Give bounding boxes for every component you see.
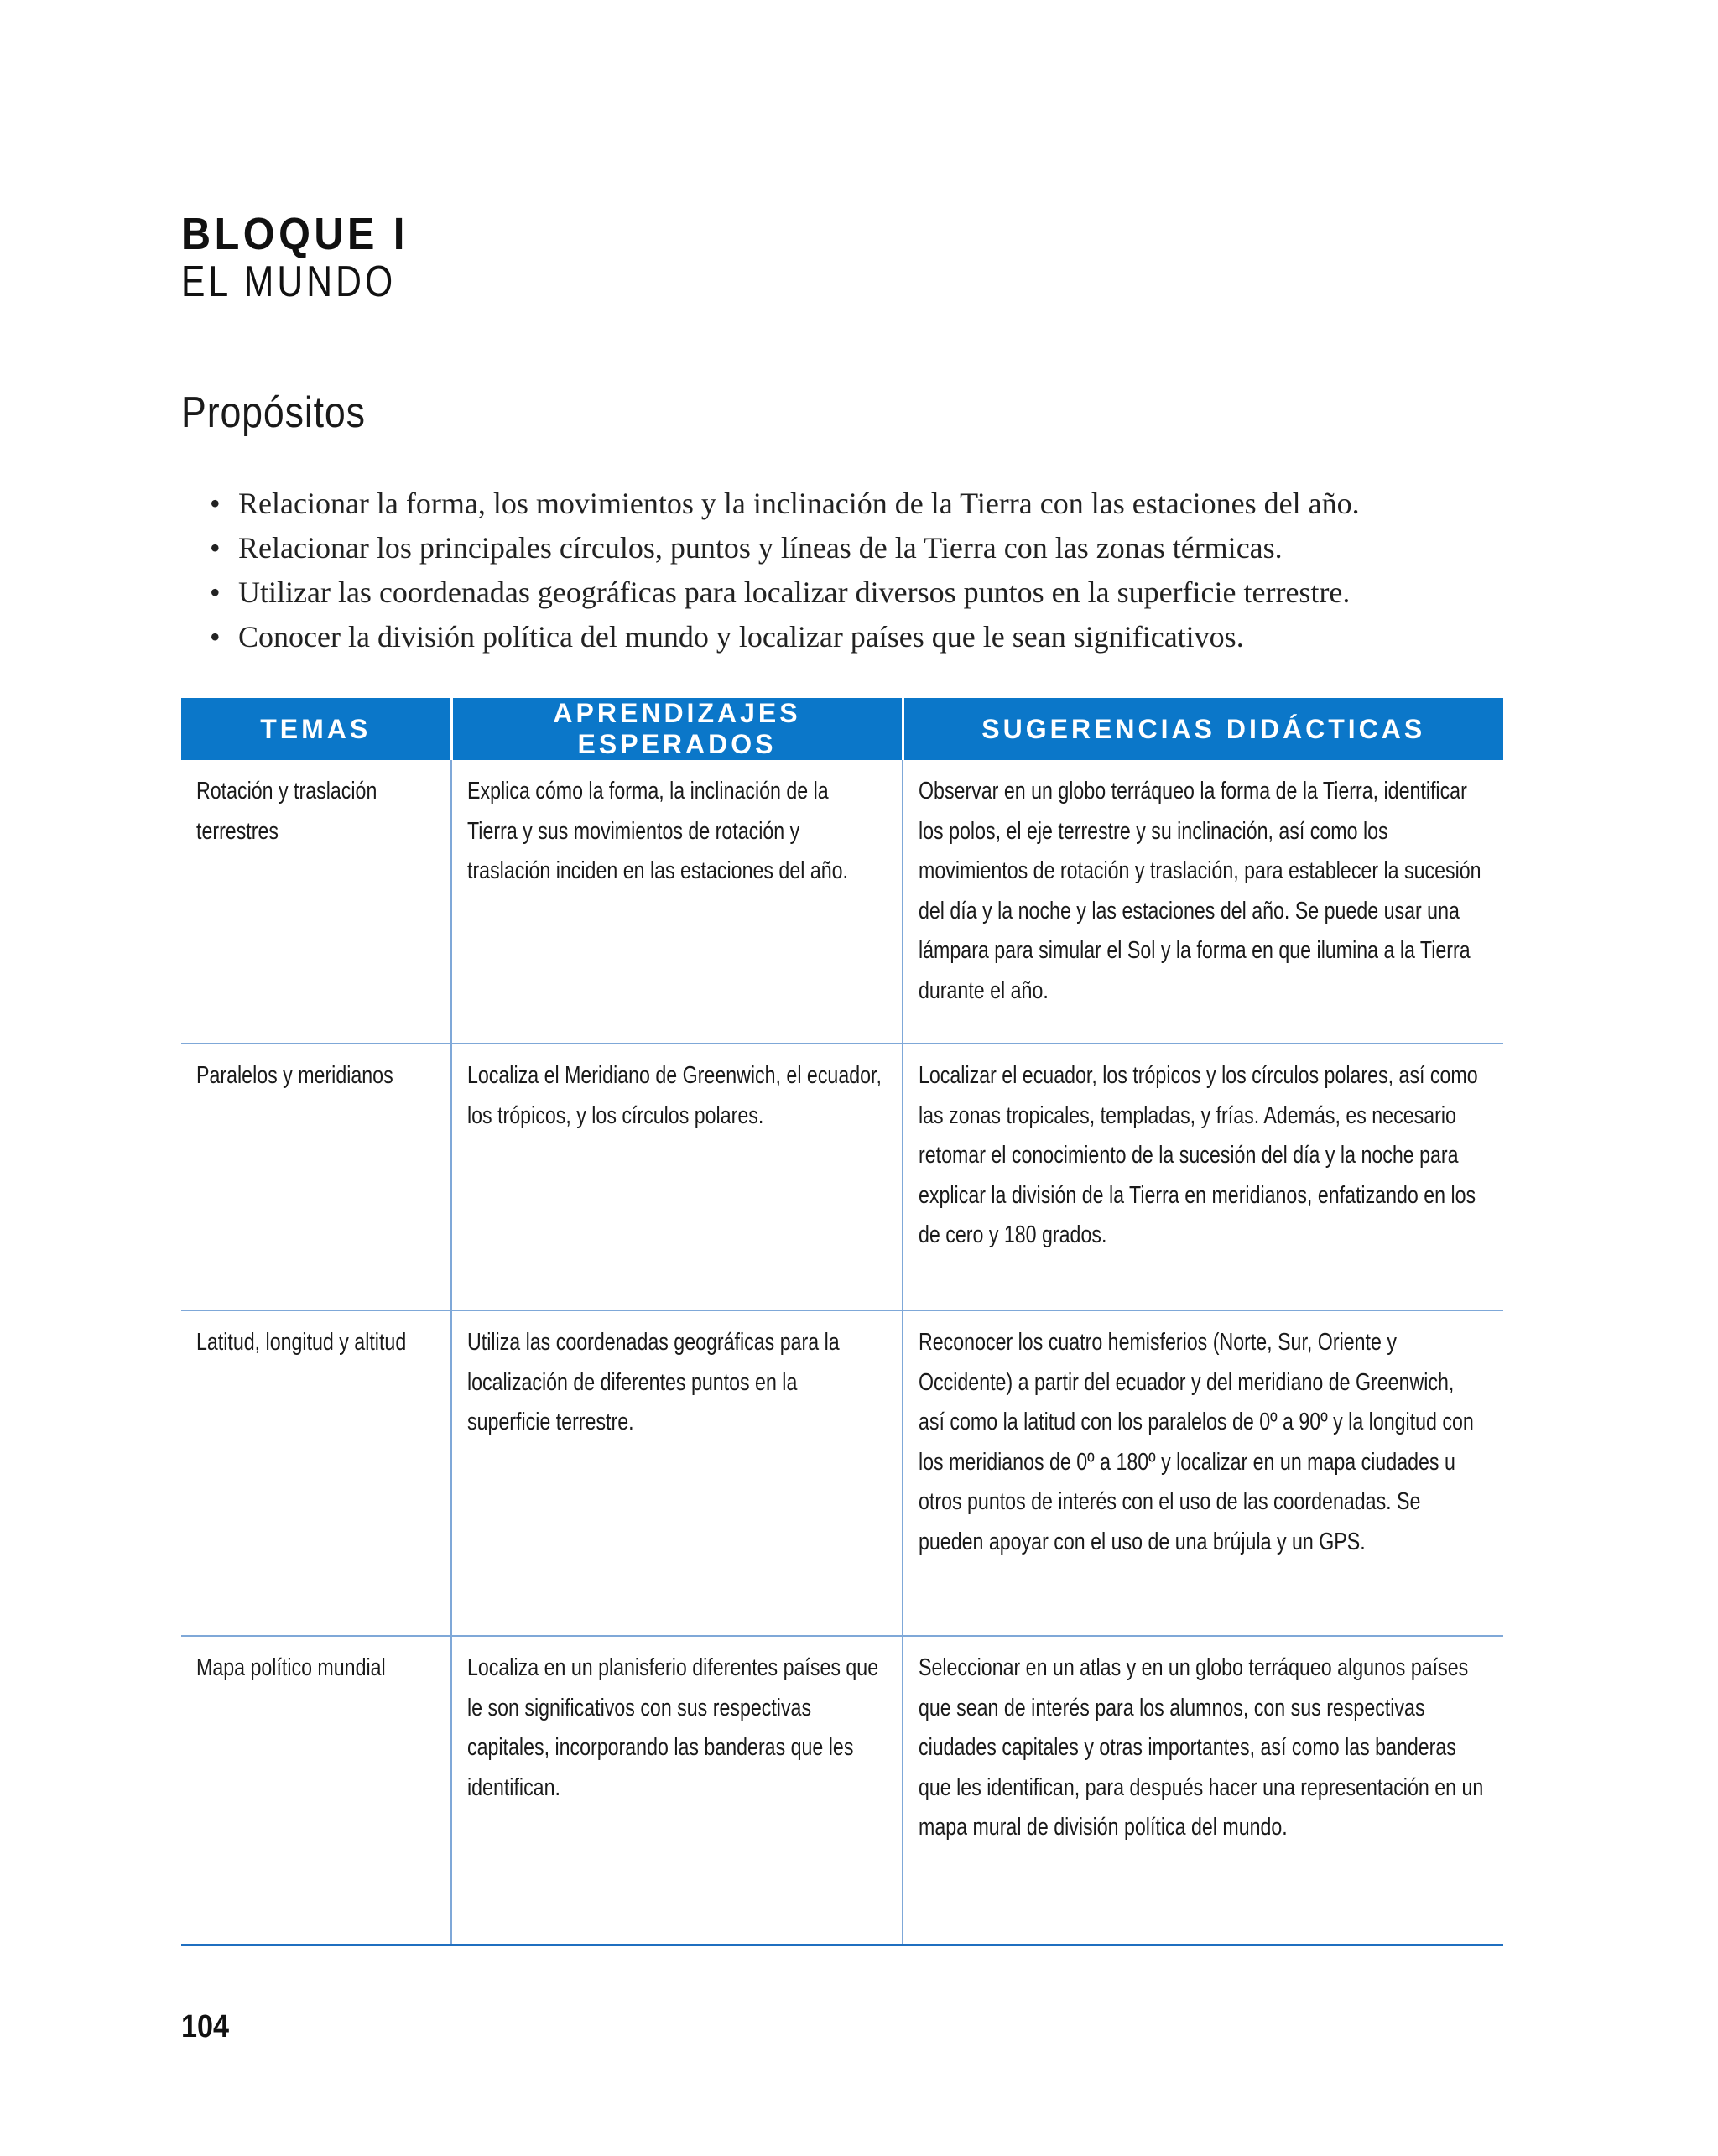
bullet-icon: • (210, 531, 221, 565)
tema-text: Latitud, longitud y altitud (196, 1329, 407, 1356)
block-number: BLOQUE I (181, 209, 409, 259)
table-row (181, 1310, 1503, 1636)
table-header-row (181, 698, 1503, 760)
column-header-aprendizajes: APRENDIZAJES ESPERADOS (451, 698, 903, 760)
tema-cell (181, 1310, 451, 1636)
table-row (181, 1636, 1503, 1945)
sugerencia-text: Observar en un globo terráqueo la forma de la Tierra, identificar los polos, el eje terrestre y su inclinación, así como los movimientos de rotación y traslación, para establecer la sucesión del día y la noche y las estaciones del año. Se puede usar una lámpara para simular el Sol y la forma en que ilumina a la Tierra durante el año. (919, 778, 1481, 1004)
tema-cell (181, 1044, 451, 1310)
sugerencia-cell (903, 760, 1503, 1044)
tema-text: Rotación y traslación terrestres (196, 778, 377, 845)
purpose-item (210, 570, 1360, 615)
tema-text: Paralelos y meridianos (196, 1062, 393, 1089)
purposes-title: Propósitos (181, 388, 366, 437)
purpose-item (210, 615, 1360, 659)
sugerencia-text: Reconocer los cuatro hemisferios (Norte, Sur, Oriente y Occidente) a partir del ecuador y del meridiano de Greenwich, así como la latitud con los paralelos de 0º a 90º y la longitud con los meridianos de 0º a 180º y localizar en un mapa ciudades u otros puntos de interés con el uso de las coordenadas. Se pueden apoyar con el uso de una brújula y un GPS. (919, 1329, 1474, 1555)
aprendizaje-cell (451, 1310, 903, 1636)
aprendizaje-text: Utiliza las coordenadas geográficas para la localización de diferentes puntos en la superficie terrestre. (467, 1329, 840, 1435)
purpose-text: Conocer la división política del mundo y localizar países que le sean significativos. (238, 620, 1244, 654)
sugerencia-cell (903, 1044, 1503, 1310)
block-name: EL MUNDO (181, 258, 397, 306)
purpose-text: Relacionar los principales círculos, puntos y líneas de la Tierra con las zonas térmicas. (238, 531, 1283, 565)
block-header (181, 210, 444, 305)
bullet-icon: • (210, 487, 221, 520)
sugerencia-cell (903, 1310, 1503, 1636)
tema-cell (181, 760, 451, 1044)
aprendizaje-text: Localiza el Meridiano de Greenwich, el ecuador, los trópicos, y los círculos polares. (467, 1062, 882, 1129)
page-number: 104 (181, 2009, 230, 2044)
bullet-icon: • (210, 575, 221, 609)
purpose-text: Relacionar la forma, los movimientos y la inclinación de la Tierra con las estaciones del año. (238, 487, 1360, 520)
sugerencia-text: Localizar el ecuador, los trópicos y los círculos polares, así como las zonas tropicales, templadas, y frías. Además, es necesario retomar el conocimiento de la sucesión del día y la noche para explicar la división de la Tierra en meridianos, enfatizando en los de cero y 180 grados. (919, 1062, 1478, 1248)
tema-cell (181, 1636, 451, 1945)
aprendizaje-text: Localiza en un planisferio diferentes países que le son significativos con sus respectivas capitales, incorporando las banderas que les identifican. (467, 1654, 879, 1801)
table-row (181, 760, 1503, 1044)
tema-text: Mapa político mundial (196, 1654, 386, 1681)
purpose-text: Utilizar las coordenadas geográficas para localizar diversos puntos en la superficie terrestre. (238, 575, 1351, 609)
purposes-list (210, 482, 1360, 659)
aprendizaje-cell (451, 760, 903, 1044)
aprendizaje-cell (451, 1636, 903, 1945)
topics-table (181, 698, 1503, 1946)
column-header-temas: TEMAS (181, 698, 451, 760)
bullet-icon: • (210, 620, 221, 654)
purpose-item (210, 482, 1360, 526)
purpose-item (210, 526, 1360, 570)
aprendizaje-text: Explica cómo la forma, la inclinación de la Tierra y sus movimientos de rotación y traslación inciden en las estaciones del año. (467, 778, 848, 884)
aprendizaje-cell (451, 1044, 903, 1310)
sugerencia-text: Seleccionar en un atlas y en un globo terráqueo algunos países que sean de interés para los alumnos, con sus respectivas ciudades capitales y otras importantes, así como las banderas que les identifican, para después hacer una representación en un mapa mural de división política del mundo. (919, 1654, 1484, 1841)
sugerencia-cell (903, 1636, 1503, 1945)
table-row (181, 1044, 1503, 1310)
column-header-sugerencias: SUGERENCIAS DIDÁCTICAS (903, 698, 1503, 760)
